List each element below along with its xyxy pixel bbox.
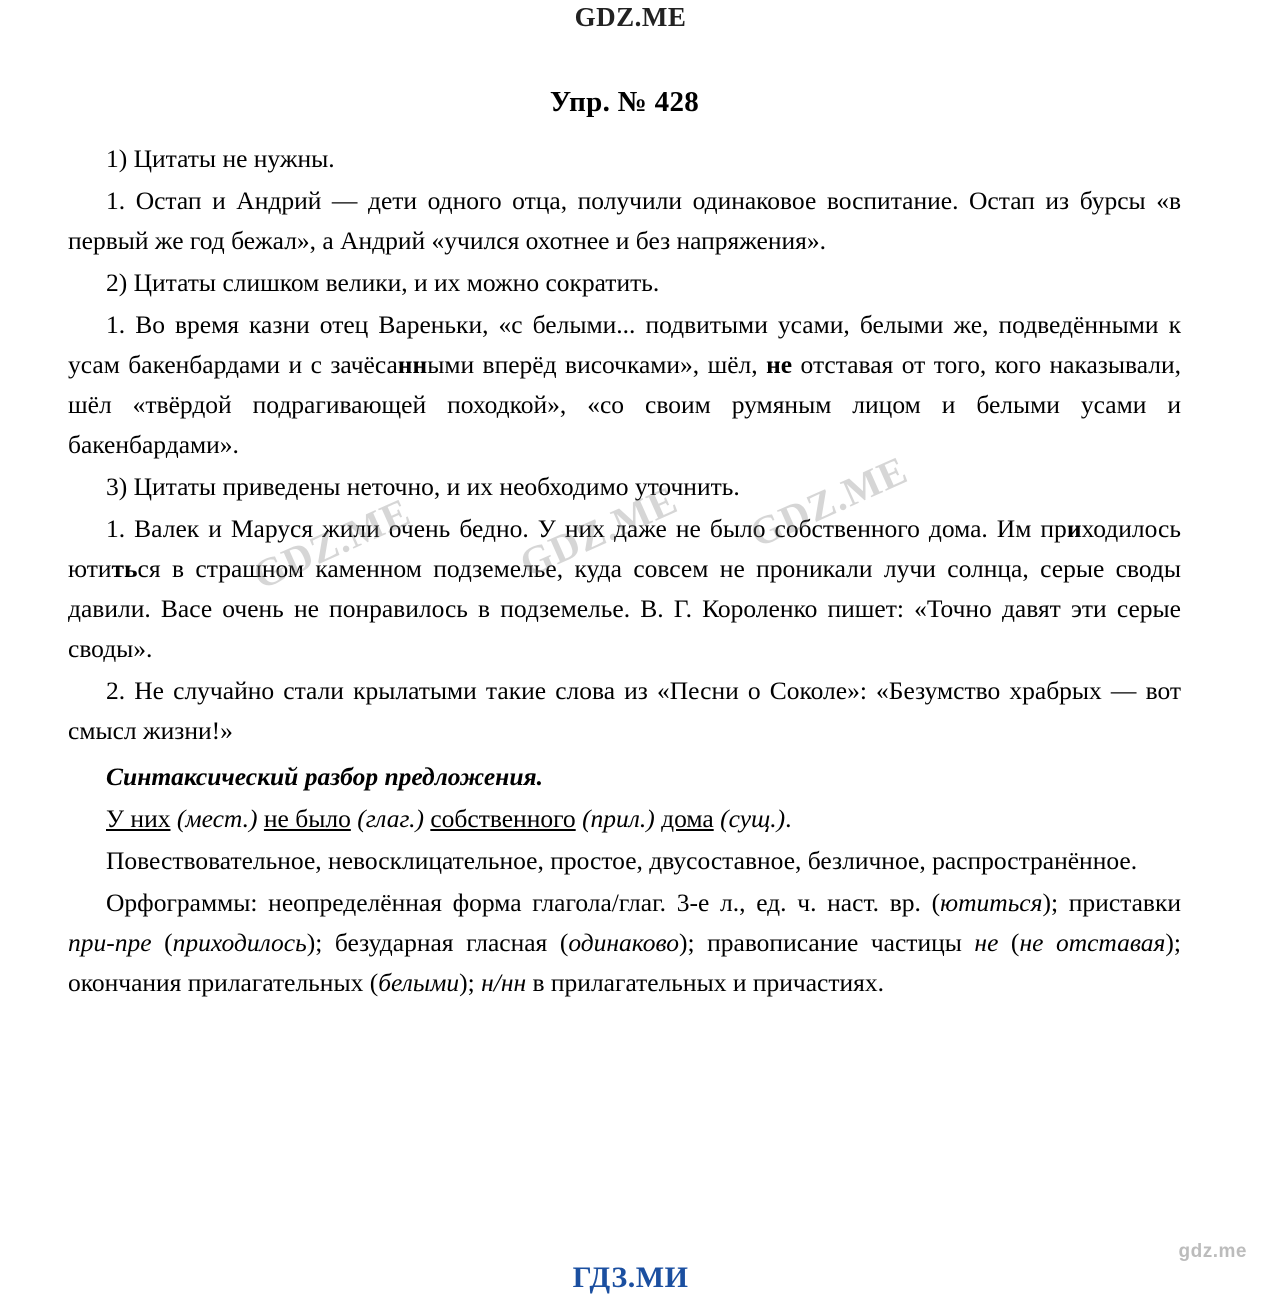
orthogram-item-4: одинаково bbox=[568, 928, 679, 957]
watermark-2: GDZ.ME bbox=[513, 476, 685, 587]
watermark-3: GDZ.ME bbox=[743, 446, 915, 557]
syntax-analysis-heading: Синтаксический разбор предложения. bbox=[106, 762, 544, 791]
site-logo-top: GDZ.ME bbox=[574, 2, 687, 32]
paragraph-4-highlight-nn: нн bbox=[397, 350, 428, 379]
syntax-word-4: дома bbox=[661, 804, 714, 833]
syntax-mark-1: (мест.) bbox=[176, 804, 258, 833]
syntax-analysis-line bbox=[68, 799, 1181, 839]
paragraph-3: 2) Цитаты слишком велики, и их можно сократить. bbox=[106, 268, 660, 297]
orthogram-item-5: не bbox=[974, 928, 999, 957]
watermark-1: GDZ.ME bbox=[246, 488, 418, 599]
orthogram-item-2: при-пре bbox=[68, 928, 152, 957]
paragraph-4-highlight-ne: не bbox=[766, 350, 793, 379]
paragraph-6-highlight-i: и bbox=[1066, 514, 1082, 543]
paragraph-6-highlight-t: ть bbox=[111, 554, 138, 583]
paragraph-7: 2. Не случайно стали крылатыми такие слова из «Песни о Соколе»: «Безумство храбрых — вот смысл жизни!» bbox=[68, 676, 1181, 745]
corner-logo: gdz.me bbox=[1178, 1241, 1247, 1262]
sentence-characteristics: Повествовательное, невосклицательное, простое, двусоставное, безличное, распространённое. bbox=[106, 846, 1138, 875]
orthogram-item-7: белыми bbox=[378, 968, 460, 997]
orthogram-item-3: приходилось bbox=[172, 928, 307, 957]
paragraph-6-text-b: ходилось юти bbox=[68, 514, 1181, 583]
orthogram-item-6: не отставая bbox=[1019, 928, 1166, 957]
orthograms-text-4: ); правописание частицы bbox=[678, 928, 975, 957]
orthogram-item-8: н/нн bbox=[481, 968, 527, 997]
orthograms-text-2: ( bbox=[151, 928, 173, 957]
paragraph-4-text-b: ыми вперёд височками», шёл, bbox=[427, 350, 767, 379]
paragraph-1: 1) Цитаты не нужны. bbox=[106, 144, 335, 173]
orthograms-text-7: ); bbox=[459, 968, 482, 997]
orthograms-text-5: ( bbox=[998, 928, 1020, 957]
orthogram-item-1: ютиться bbox=[940, 888, 1043, 917]
orthograms-text-1: ); приставки bbox=[1042, 888, 1181, 917]
syntax-mark-4: (сущ.) bbox=[720, 804, 786, 833]
paragraph-6-text-a: 1. Валек и Маруся жили очень бедно. У них даже не было собственного дома. Им пр bbox=[106, 514, 1067, 543]
orthograms-paragraph bbox=[68, 883, 1181, 1003]
paragraph-4-text-c: отставая от того, кого наказывали, шёл «твёрдой подрагивающей походкой», «со своим румяным лицом и белыми усами и бакенбардами». bbox=[68, 350, 1181, 459]
page-title: Упр. № 428 bbox=[549, 86, 700, 118]
document-content bbox=[68, 86, 1181, 1005]
paragraph-6-text-c: ся в страшном каменном подземелье, куда совсем не проникали лучи солнца, серые своды давили. Васе очень не понравилось в подземелье. В. Г. Короленко пишет: «Точно давят эти серые своды». bbox=[68, 554, 1181, 663]
paragraph-2: 1. Остап и Андрий — дети одного отца, получили одинаковое воспитание. Остап из бурсы «в первый же год бежал», а Андрий «учился охотнее и без напряжения». bbox=[68, 186, 1181, 255]
paragraph-4-text-a: 1. Во время казни отец Вареньки, «с белыми... подвитыми усами, белыми же, подведёнными к усам бакенбардами и с зачёса bbox=[68, 310, 1181, 379]
syntax-word-1: У них bbox=[106, 804, 171, 833]
syntax-end-period: . bbox=[785, 804, 792, 833]
syntax-word-2: не было bbox=[263, 804, 351, 833]
site-logo-bottom: ГДЗ.МИ bbox=[572, 1261, 689, 1294]
orthograms-lead: Орфограммы: неопределённая форма глагола/глаг. 3-е л., ед. ч. наст. вр. ( bbox=[106, 888, 941, 917]
orthograms-text-6: ); окончания прилагательных ( bbox=[68, 928, 1181, 997]
syntax-mark-3: (прил.) bbox=[582, 804, 655, 833]
paragraph-5: 3) Цитаты приведены неточно, и их необходимо уточнить. bbox=[106, 472, 740, 501]
orthograms-text-8: в прилагательных и причастиях. bbox=[526, 968, 885, 997]
paragraph-4 bbox=[68, 305, 1181, 465]
syntax-mark-2: (глаг.) bbox=[357, 804, 424, 833]
orthograms-text-3: ); безударная гласная ( bbox=[306, 928, 569, 957]
paragraph-6 bbox=[68, 509, 1181, 669]
syntax-word-3: собственного bbox=[430, 804, 576, 833]
